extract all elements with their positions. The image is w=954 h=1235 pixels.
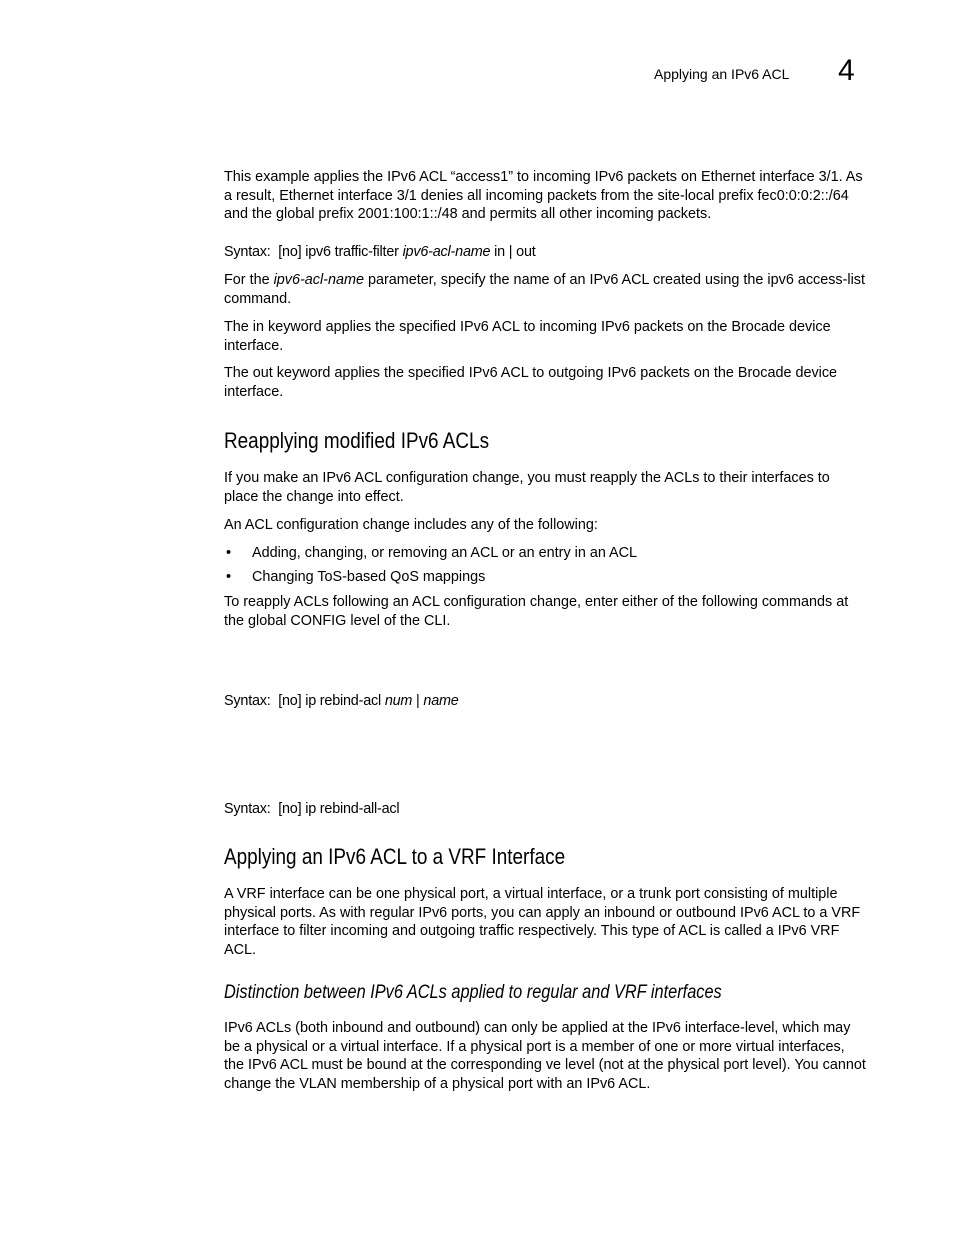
syntax-label: Syntax: [224, 244, 271, 260]
bullet-glyph: • [226, 569, 232, 585]
syntax-param: ipv6-acl-name [402, 244, 491, 260]
running-header-title: Applying an IPv6 ACL [654, 66, 790, 82]
syntax-command: [no] ip rebind-acl [278, 693, 381, 709]
in-keyword-description [224, 318, 868, 355]
syntax-ip-rebind-all-acl [224, 800, 399, 818]
param-description [224, 271, 868, 308]
chapter-number: 4 [838, 54, 855, 87]
syntax-ipv6-traffic-filter [224, 243, 536, 261]
out-keyword-description [224, 364, 868, 401]
syntax-out-keyword: out [516, 244, 536, 260]
subheading-distinction: Distinction between IPv6 ACLs applied to regular and VRF interfaces [224, 982, 722, 1003]
heading-vrf-interface: Applying an IPv6 ACL to a VRF Interface [224, 844, 566, 869]
in-desc-text: keyword applies the specified IPv6 ACL to incoming IPv6 packets on the Brocade device interface. [224, 319, 831, 354]
syntax-open-bracket: [ [278, 244, 283, 260]
out-desc-text: keyword applies the specified IPv6 ACL to outgoing IPv6 packets on the Brocade device interface. [224, 365, 838, 400]
vrf-paragraph-2: IPv6 ACLs (both inbound and outbound) can only be applied at the IPv6 interface-level, which may be a physical or a virtual interface. If a physical port is a member of one or more virtual interfaces, the IPv6 ACL must be bound at the corresponding ve level (not at the physical port level). You cannot change the VLAN membership of a physical port with an IPv6 ACL. [224, 1020, 866, 1092]
syntax-label: Syntax: [224, 801, 271, 817]
reapply-paragraph-1: If you make an IPv6 ACL configuration change, you must reapply the ACLs to their interfaces to place the change into effect. [224, 470, 830, 505]
syntax-pipe: | [508, 244, 513, 260]
syntax-label: Syntax: [224, 693, 271, 709]
out-desc-text: The [224, 365, 253, 381]
param-desc-text: For the [224, 272, 274, 288]
reapply-paragraph-2: An ACL configuration change includes any of the following: [224, 517, 598, 533]
list-item-text: Adding, changing, or removing an ACL or an entry in an ACL [252, 545, 638, 561]
bullet-glyph: • [226, 545, 232, 561]
syntax-no-keyword: no [282, 244, 298, 260]
syntax-param-num: num [384, 693, 413, 709]
vrf-paragraph-1: A VRF interface can be one physical port, a virtual interface, or a trunk port consisting of multiple physical ports. As with regular IPv6 ports, you can apply an inbound or outbound IPv6 ACL to a VRF interface to filter incoming and outgoing traffic respectively. This type of ACL is called a IPv6 VRF ACL. [224, 886, 861, 958]
syntax-command: [no] ip rebind-all-acl [278, 801, 400, 817]
syntax-in-keyword: in [494, 244, 505, 260]
param-desc-text: parameter, specify the name of an IPv6 ACL created using the [363, 272, 768, 288]
reapply-paragraph-3: To reapply ACLs following an ACL configuration change, enter either of the following commands at the global CONFIG level of the CLI. [224, 594, 849, 629]
syntax-close-bracket: ] [297, 244, 302, 260]
syntax-param-name: name [423, 693, 459, 709]
heading-reapplying-acls: Reapplying modified IPv6 ACLs [224, 428, 490, 453]
syntax-command: ipv6 traffic-filter [305, 244, 399, 260]
in-desc-keyword: in [252, 319, 264, 335]
syntax-pipe: | [416, 693, 420, 709]
syntax-ip-rebind-acl [224, 692, 459, 710]
out-desc-keyword: out [252, 365, 273, 381]
param-desc-param: ipv6-acl-name [273, 272, 364, 288]
param-desc-command: ipv6 access-list [767, 272, 865, 288]
param-desc-text: command. [224, 290, 292, 307]
example-paragraph: This example applies the IPv6 ACL “access1” to incoming IPv6 packets on Ethernet interface 3/1. As a result, Ethernet interface 3/1 denies all incoming packets from the site-local prefix fec0:0:0:2::/64 and the global prefix 2001:100:1::/48 and permits all other incoming packets. [224, 169, 863, 223]
in-desc-text: The [224, 319, 253, 335]
list-item-text: Changing ToS-based QoS mappings [252, 569, 486, 585]
